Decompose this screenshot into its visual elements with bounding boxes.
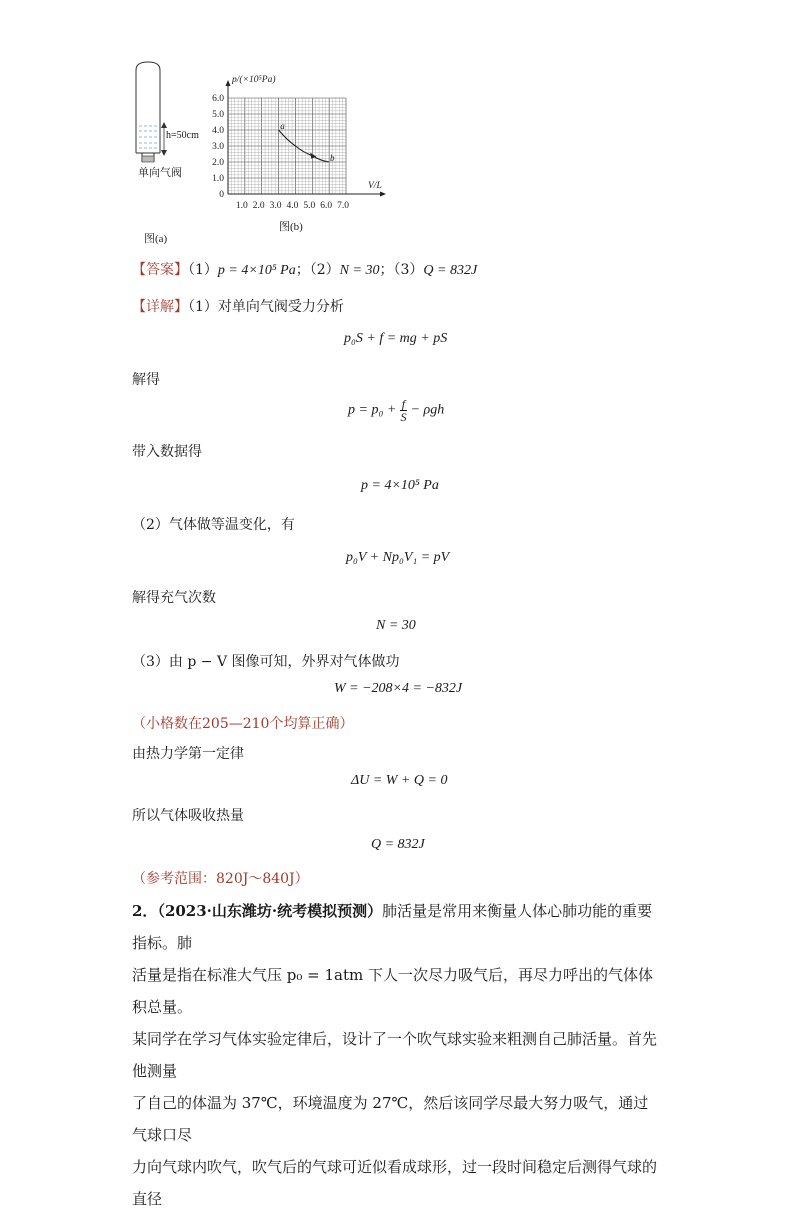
y-axis-arrow: [226, 80, 231, 86]
heat-label: 所以气体吸收热量: [132, 808, 244, 824]
question-text-4: 了自己的体温为 37℃，环境温度为 27℃，然后该同学尽最大努力吸气，通过气球口尽: [132, 1094, 649, 1144]
figure-a: [128, 58, 198, 248]
answer-tag: 【答案】: [132, 262, 188, 278]
y-tick-label: 1.0: [212, 174, 224, 184]
question-2: [132, 895, 662, 1215]
x-axis-arrow: [380, 192, 386, 197]
figure-b-caption: 图(b): [279, 221, 303, 233]
equation-6: W = −208×4 = −832J: [334, 681, 463, 696]
equation-7: ΔU = W + Q = 0: [351, 773, 448, 788]
dai-ru-label: 带入数据得: [132, 444, 202, 460]
answer-sep1: ；（2）: [295, 262, 340, 278]
equation-2-fraction: [400, 398, 407, 423]
jie-de-label: 解得: [132, 372, 160, 388]
first-law-label: 由热力学第一定律: [132, 746, 244, 762]
fraction-numerator: f: [401, 397, 406, 411]
detail-step1: [132, 296, 344, 316]
answer-2: N = 30: [339, 263, 380, 278]
answer-1: p = 4×10⁵ Pa: [217, 263, 296, 278]
question-text-2: 活量是指在标准大气压 p₀ = 1atm 下人一次尽力吸气后，再尽力呼出的气体体积总量。: [132, 966, 653, 1016]
x-tick-label: 1.0: [235, 201, 248, 211]
question-text-5: 力向气球内吹气，吹气后的气球可近似看成球形，过一段时间稳定后测得气球的直径: [132, 1158, 658, 1208]
detail-tag: 【详解】: [132, 299, 188, 315]
x-tick-label: 4.0: [286, 201, 299, 211]
x-tick-label: 3.0: [269, 201, 282, 211]
equation-2-right: − ρgh: [410, 402, 445, 418]
x-tick-label: 7.0: [337, 201, 349, 211]
y-tick-label: 3.0: [212, 142, 224, 152]
y-tick-label: 4.0: [212, 126, 224, 136]
y-tick-label: 5.0: [212, 110, 224, 120]
x-tick-label: 2.0: [252, 201, 265, 211]
h-label: h=50cm: [166, 130, 199, 141]
detail-step1-text: （1）对单向气阀受力分析: [188, 299, 344, 315]
detail-step3: （3）由 p − V 图像可知，外界对气体做功: [132, 654, 400, 670]
y-axis-label: p/(×10⁵Pa): [232, 75, 276, 85]
equation-8: Q = 832J: [371, 837, 425, 852]
pv-chart: [200, 70, 400, 236]
answer-part1-label: （1）: [188, 262, 218, 278]
answer-3: Q = 832J: [423, 263, 478, 278]
fraction-denominator: S: [400, 410, 407, 424]
question-text-1: 肺活量是常用来衡量人体心肺功能的重要指标。肺: [132, 902, 653, 952]
tube-diagram: [128, 58, 198, 248]
question-source: （2023·山东潍坊·统考模拟预测）: [157, 902, 383, 920]
equation-2: [348, 398, 444, 423]
equation-2-left: p = p₀ +: [348, 402, 397, 418]
detail-step2: （2）气体做等温变化，有: [132, 517, 295, 533]
x-tick-label: 5.0: [303, 201, 316, 211]
note-grid-count: （小格数在205—210个均算正确）: [132, 716, 354, 732]
y-tick-label: 0: [219, 190, 224, 200]
valve-label: 单向气阀: [138, 166, 182, 179]
state-label: a: [280, 121, 285, 132]
figure-b: [200, 70, 400, 236]
note-reference-range: （参考范围：820J～840J）: [132, 871, 309, 887]
answer-sep2: ；（3）: [379, 262, 424, 278]
question-2-line1: [132, 895, 662, 959]
state-label: b: [329, 153, 335, 164]
y-tick-label: 6.0: [212, 94, 224, 104]
question-text-3: 某同学在学习气体实验定律后，设计了一个吹气球实验来粗测自己肺活量。首先他测量: [132, 1030, 658, 1080]
equation-1: p₀S + f = mg + pS: [344, 331, 448, 346]
question-number: 2．: [132, 902, 158, 920]
x-tick-label: 6.0: [320, 201, 333, 211]
equation-3: p = 4×10⁵ Pa: [361, 478, 439, 493]
x-axis-label: V/L: [368, 181, 382, 191]
jie-de-2-label: 解得充气次数: [132, 590, 216, 606]
answer-line: [132, 259, 477, 279]
equation-5: N = 30: [376, 618, 416, 633]
equation-4: p₀V + Np₀V₁ = pV: [346, 550, 450, 565]
figure-a-caption: 图(a): [144, 233, 168, 245]
y-tick-label: 2.0: [212, 158, 224, 168]
